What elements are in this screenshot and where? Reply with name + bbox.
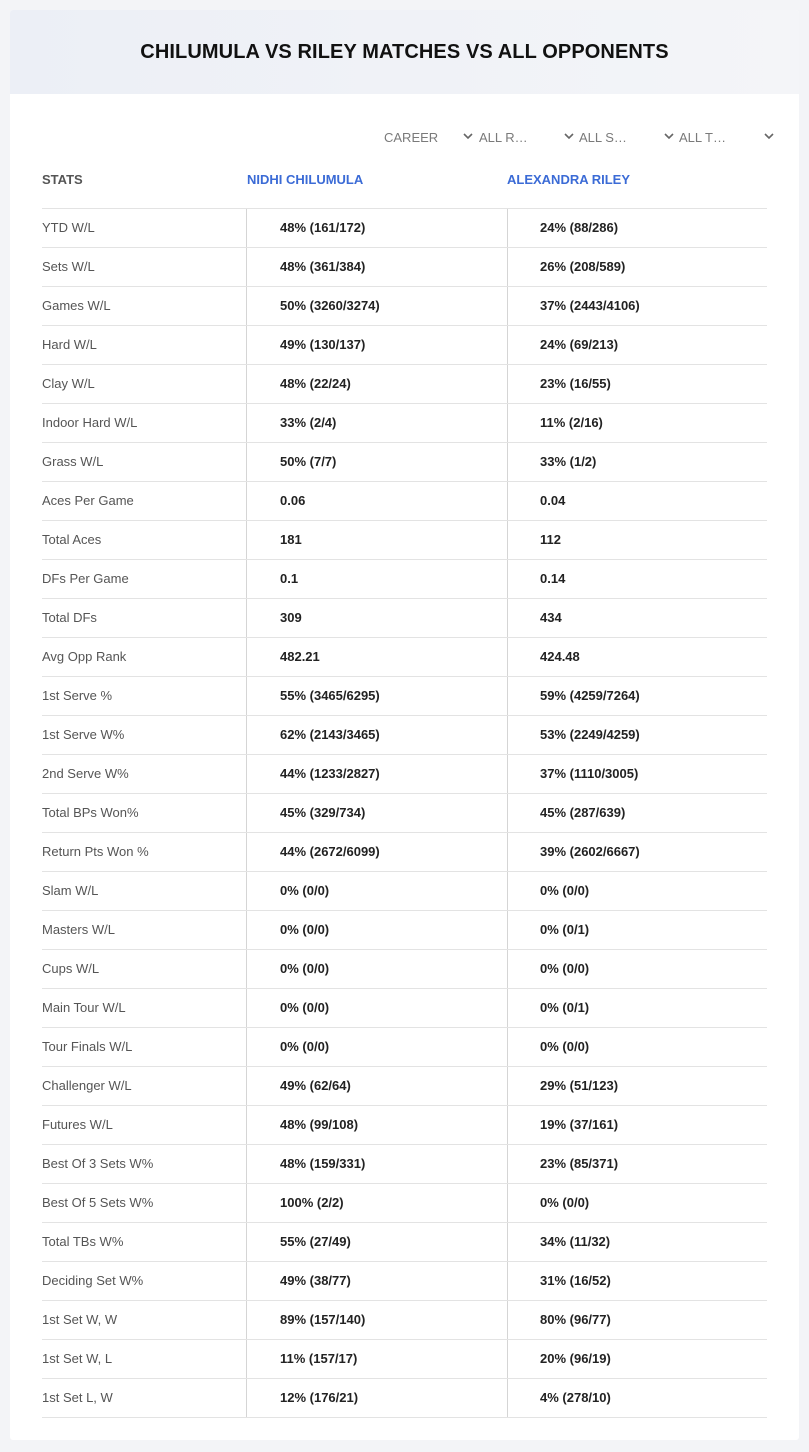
player2-value: 31% (16/52) bbox=[507, 1262, 767, 1300]
player1-value: 33% (2/4) bbox=[246, 404, 506, 442]
stat-label: 1st Serve % bbox=[42, 688, 113, 703]
page-header bbox=[10, 10, 799, 94]
stat-label: DFs Per Game bbox=[42, 571, 129, 586]
chevron-down-icon bbox=[563, 130, 575, 142]
player2-value: 0% (0/0) bbox=[507, 950, 767, 988]
player2-value: 80% (96/77) bbox=[507, 1301, 767, 1339]
player1-value: 0% (0/0) bbox=[246, 911, 506, 949]
stat-label: Games W/L bbox=[42, 298, 111, 313]
stat-label: Slam W/L bbox=[42, 883, 99, 898]
player2-value: 37% (2443/4106) bbox=[507, 287, 767, 325]
table-row bbox=[42, 794, 767, 833]
stat-label: 1st Set W, L bbox=[42, 1351, 113, 1366]
table-row bbox=[42, 1262, 767, 1301]
player1-value: 49% (62/64) bbox=[246, 1067, 506, 1105]
table-row bbox=[42, 1340, 767, 1379]
chevron-down-icon bbox=[763, 130, 775, 142]
player1-value: 49% (130/137) bbox=[246, 326, 506, 364]
table-row bbox=[42, 404, 767, 443]
stat-label: 1st Set L, W bbox=[42, 1390, 113, 1405]
filter-tournament-select[interactable] bbox=[679, 126, 775, 148]
stat-label: Grass W/L bbox=[42, 454, 104, 469]
table-row bbox=[42, 755, 767, 794]
stat-label: Return Pts Won % bbox=[42, 844, 149, 859]
player2-value: 39% (2602/6667) bbox=[507, 833, 767, 871]
player2-value: 434 bbox=[507, 599, 767, 637]
column-header-stats: STATS bbox=[42, 172, 83, 187]
table-row bbox=[42, 833, 767, 872]
player1-value: 0% (0/0) bbox=[246, 872, 506, 910]
table-row bbox=[42, 1106, 767, 1145]
player2-value: 11% (2/16) bbox=[507, 404, 767, 442]
player1-value: 89% (157/140) bbox=[246, 1301, 506, 1339]
stat-label: Best Of 3 Sets W% bbox=[42, 1156, 154, 1171]
stats-card bbox=[10, 10, 799, 1440]
stat-label: Best Of 5 Sets W% bbox=[42, 1195, 154, 1210]
table-row bbox=[42, 1028, 767, 1067]
player2-value: 34% (11/32) bbox=[507, 1223, 767, 1261]
filter-bar bbox=[380, 126, 770, 148]
player2-value: 29% (51/123) bbox=[507, 1067, 767, 1105]
stat-label: Cups W/L bbox=[42, 961, 100, 976]
player2-value: 0% (0/0) bbox=[507, 1028, 767, 1066]
table-header bbox=[42, 170, 767, 208]
stat-label: Deciding Set W% bbox=[42, 1273, 144, 1288]
player2-value: 37% (1110/3005) bbox=[507, 755, 767, 793]
player1-value: 48% (161/172) bbox=[246, 209, 506, 247]
filter-label: ALL R… bbox=[479, 129, 528, 145]
table-row bbox=[42, 1379, 767, 1418]
player2-value: 23% (16/55) bbox=[507, 365, 767, 403]
filter-label: CAREER bbox=[384, 129, 439, 145]
chevron-down-icon bbox=[663, 130, 675, 142]
player2-value: 0% (0/0) bbox=[507, 872, 767, 910]
player1-value: 48% (159/331) bbox=[246, 1145, 506, 1183]
player2-value: 424.48 bbox=[507, 638, 767, 676]
stat-label: Indoor Hard W/L bbox=[42, 415, 138, 430]
player1-value: 12% (176/21) bbox=[246, 1379, 506, 1417]
stat-label: Avg Opp Rank bbox=[42, 649, 127, 664]
player1-value: 11% (157/17) bbox=[246, 1340, 506, 1378]
player1-value: 482.21 bbox=[246, 638, 506, 676]
table-row bbox=[42, 677, 767, 716]
stat-label: Clay W/L bbox=[42, 376, 95, 391]
player1-value: 55% (27/49) bbox=[246, 1223, 506, 1261]
player1-value: 55% (3465/6295) bbox=[246, 677, 506, 715]
player1-value: 62% (2143/3465) bbox=[246, 716, 506, 754]
player2-name-link[interactable]: ALEXANDRA RILEY bbox=[507, 172, 631, 187]
player2-value: 0.04 bbox=[507, 482, 767, 520]
stat-label: 1st Serve W% bbox=[42, 727, 125, 742]
table-row bbox=[42, 716, 767, 755]
stat-label: Sets W/L bbox=[42, 259, 95, 274]
player1-value: 48% (99/108) bbox=[246, 1106, 506, 1144]
player1-value: 100% (2/2) bbox=[246, 1184, 506, 1222]
table-row bbox=[42, 911, 767, 950]
table-row bbox=[42, 1184, 767, 1223]
stat-label: Total DFs bbox=[42, 610, 97, 625]
stat-label: Total BPs Won% bbox=[42, 805, 139, 820]
player1-value: 0% (0/0) bbox=[246, 1028, 506, 1066]
player2-value: 19% (37/161) bbox=[507, 1106, 767, 1144]
filter-label: ALL S… bbox=[579, 129, 627, 145]
player1-value: 0.1 bbox=[246, 560, 506, 598]
table-row bbox=[42, 209, 767, 248]
player2-value: 53% (2249/4259) bbox=[507, 716, 767, 754]
table-row bbox=[42, 560, 767, 599]
chevron-down-icon bbox=[462, 130, 474, 142]
player1-value: 48% (361/384) bbox=[246, 248, 506, 286]
player2-value: 0.14 bbox=[507, 560, 767, 598]
player1-value: 181 bbox=[246, 521, 506, 559]
table-row bbox=[42, 248, 767, 287]
table-row bbox=[42, 482, 767, 521]
player1-value: 0% (0/0) bbox=[246, 950, 506, 988]
table-row bbox=[42, 1223, 767, 1262]
player2-value: 112 bbox=[507, 521, 767, 559]
player1-value: 45% (329/734) bbox=[246, 794, 506, 832]
player2-value: 0% (0/1) bbox=[507, 989, 767, 1027]
table-row bbox=[42, 443, 767, 482]
player1-value: 309 bbox=[246, 599, 506, 637]
player2-value: 59% (4259/7264) bbox=[507, 677, 767, 715]
player2-value: 0% (0/0) bbox=[507, 1184, 767, 1222]
stat-label: Total Aces bbox=[42, 532, 102, 547]
table-row bbox=[42, 638, 767, 677]
player1-value: 50% (3260/3274) bbox=[246, 287, 506, 325]
table-row bbox=[42, 1067, 767, 1106]
player2-value: 23% (85/371) bbox=[507, 1145, 767, 1183]
stat-label: Aces Per Game bbox=[42, 493, 134, 508]
stat-label: Challenger W/L bbox=[42, 1078, 132, 1093]
stat-label: 1st Set W, W bbox=[42, 1312, 118, 1327]
table-row bbox=[42, 989, 767, 1028]
table-row bbox=[42, 599, 767, 638]
player1-value: 49% (38/77) bbox=[246, 1262, 506, 1300]
table-row bbox=[42, 950, 767, 989]
player2-value: 33% (1/2) bbox=[507, 443, 767, 481]
page-title: CHILUMULA VS RILEY MATCHES VS ALL OPPONENTS bbox=[140, 40, 669, 63]
table-row bbox=[42, 1301, 767, 1340]
table-row bbox=[42, 521, 767, 560]
filter-label: ALL T… bbox=[679, 129, 726, 145]
table-row bbox=[42, 287, 767, 326]
player2-value: 24% (69/213) bbox=[507, 326, 767, 364]
table-row bbox=[42, 1145, 767, 1184]
stat-label: Masters W/L bbox=[42, 922, 115, 937]
player1-value: 0.06 bbox=[246, 482, 506, 520]
table-row bbox=[42, 872, 767, 911]
player2-value: 45% (287/639) bbox=[507, 794, 767, 832]
stats-table bbox=[42, 208, 767, 1418]
filter-period-select[interactable] bbox=[384, 126, 474, 148]
player1-value: 50% (7/7) bbox=[246, 443, 506, 481]
table-row bbox=[42, 326, 767, 365]
stat-label: Tour Finals W/L bbox=[42, 1039, 133, 1054]
player2-value: 24% (88/286) bbox=[507, 209, 767, 247]
stat-label: YTD W/L bbox=[42, 220, 95, 235]
filter-surface-select[interactable] bbox=[579, 126, 675, 148]
stat-label: Main Tour W/L bbox=[42, 1000, 126, 1015]
filter-round-select[interactable] bbox=[479, 126, 575, 148]
player2-value: 4% (278/10) bbox=[507, 1379, 767, 1417]
player1-value: 44% (1233/2827) bbox=[246, 755, 506, 793]
player1-name-link[interactable]: NIDHI CHILUMULA bbox=[247, 172, 364, 187]
player2-value: 0% (0/1) bbox=[507, 911, 767, 949]
stat-label: Hard W/L bbox=[42, 337, 97, 352]
table-row bbox=[42, 365, 767, 404]
player1-value: 48% (22/24) bbox=[246, 365, 506, 403]
player1-value: 44% (2672/6099) bbox=[246, 833, 506, 871]
stat-label: 2nd Serve W% bbox=[42, 766, 129, 781]
player2-value: 20% (96/19) bbox=[507, 1340, 767, 1378]
player1-value: 0% (0/0) bbox=[246, 989, 506, 1027]
stat-label: Total TBs W% bbox=[42, 1234, 124, 1249]
stat-label: Futures W/L bbox=[42, 1117, 113, 1132]
player2-value: 26% (208/589) bbox=[507, 248, 767, 286]
